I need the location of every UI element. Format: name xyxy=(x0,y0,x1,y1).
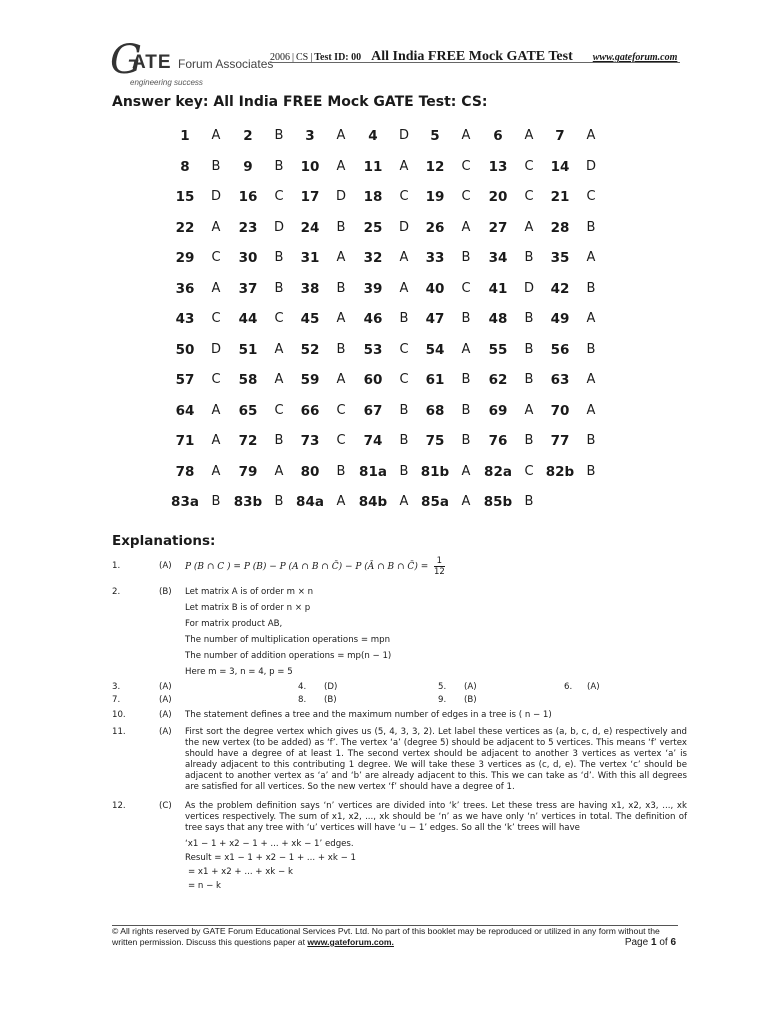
answer-letter: A xyxy=(399,280,409,296)
answer-row xyxy=(175,338,618,369)
answer-letter: A xyxy=(461,341,471,357)
answer-key-grid xyxy=(171,124,618,521)
question-number: 40 xyxy=(425,280,445,297)
question-number: 67 xyxy=(363,402,383,419)
answer-letter: B xyxy=(524,250,534,265)
answer-letter: A xyxy=(524,128,534,143)
question-number: 79 xyxy=(238,463,258,480)
answer-letter: A xyxy=(211,402,221,418)
answer-letter: B xyxy=(524,341,534,357)
question-number: 2 xyxy=(243,128,253,144)
question-number: 68 xyxy=(425,402,445,419)
question-number: 85a xyxy=(421,494,449,510)
answer-letter: A xyxy=(399,250,409,265)
explanation-2 xyxy=(112,587,687,679)
answer-option: (B) xyxy=(464,695,477,705)
question-number: 70 xyxy=(550,402,570,419)
logo-forum-associates: Forum Associates xyxy=(178,57,274,71)
answer-row xyxy=(175,277,618,308)
explanation-text: First sort the degree vertex which gives us (5, 4, 3, 3, 2). Let label these vertices as (a, b, c, d, e) respectively and the new vertex (to be added) as ‘f’. The vertex ‘a’ (degree 5) should be adjacent to 5 vertices. This means ‘f’ vertex should have a degree of at least 1. The second vertex should be adjacent to another 3 vertices as vertex ‘a’ is already adjacent to this contributing 1 degree. We will take these 3 vertices as (c, d, e). The vertex ‘c’ should be adjacent to another vertex as ‘a’ and ‘b’ are already adjacent to this. This we can take as ‘d’. With this all degrees are satisfied for all vertices. So the new vertex ‘f’ should have a degree of 1. xyxy=(185,727,687,792)
question-number: 21 xyxy=(550,189,570,205)
answer-letter: B xyxy=(461,372,471,387)
answer-letter: A xyxy=(336,158,346,174)
question-number: 58 xyxy=(238,372,258,388)
answer-option: (A) xyxy=(587,682,600,692)
question-number: 22 xyxy=(175,219,195,236)
answer-letter: C xyxy=(461,158,471,174)
answer-letter: A xyxy=(524,219,534,235)
answer-row xyxy=(175,368,618,399)
header-year: 2006 xyxy=(270,52,290,63)
answer-letter: B xyxy=(524,494,534,509)
question-number: 5 xyxy=(430,128,440,144)
answer-letter: A xyxy=(461,128,471,143)
answer-letter: A xyxy=(274,463,284,479)
answer-letter: D xyxy=(335,189,346,204)
answer-letter: D xyxy=(398,219,409,235)
question-number: 78 xyxy=(175,463,195,480)
answer-letter: B xyxy=(336,280,346,296)
answer-letter: C xyxy=(524,158,534,174)
header-test-id: Test ID: 00 xyxy=(314,52,362,63)
explanations-title: Explanations: xyxy=(112,533,216,549)
page-footer xyxy=(112,926,680,948)
question-number: 6. xyxy=(564,682,573,692)
answer-letter: A xyxy=(461,463,471,479)
footer-gateforum-link[interactable]: www.gateforum.com. xyxy=(307,937,394,947)
probability-formula: P (B ∩ C ) = P (B) − P (A ∩ B ∩ C̄) − P (Ā ∩ B ∩ C̄) = xyxy=(185,562,429,572)
answer-letter: C xyxy=(336,433,346,448)
explanations-section xyxy=(112,555,687,895)
question-number: 1. xyxy=(112,561,121,571)
answer-letter: A xyxy=(586,311,596,326)
answer-letter: B xyxy=(524,372,534,387)
answer-option: (B) xyxy=(159,587,172,597)
question-number: 41 xyxy=(488,280,508,297)
answer-letter: C xyxy=(399,189,409,204)
answer-letter: A xyxy=(211,219,221,235)
question-number: 5. xyxy=(438,682,447,692)
question-number: 10 xyxy=(300,158,320,175)
question-number: 11. xyxy=(112,727,126,737)
question-number: 73 xyxy=(300,433,320,449)
logo-ate: ATE xyxy=(132,52,172,73)
question-number: 9 xyxy=(243,158,253,175)
question-number: 54 xyxy=(425,341,445,358)
answer-row xyxy=(175,460,618,491)
explanation-3-6 xyxy=(112,682,687,693)
answer-letter: C xyxy=(211,250,221,265)
question-number: 4. xyxy=(298,682,307,692)
answer-letter: A xyxy=(274,372,284,387)
answer-letter: B xyxy=(586,280,596,296)
answer-option: (A) xyxy=(159,561,172,571)
question-number: 53 xyxy=(363,341,383,358)
question-number: 3. xyxy=(112,682,121,692)
question-number: 48 xyxy=(488,311,508,327)
answer-letter: A xyxy=(211,463,221,479)
answer-letter: B xyxy=(461,433,471,448)
answer-letter: B xyxy=(586,341,596,357)
answer-letter: A xyxy=(211,280,221,296)
question-number: 82b xyxy=(545,463,575,480)
answer-row xyxy=(175,246,618,277)
header-title: All India FREE Mock GATE Test xyxy=(371,49,573,64)
answer-letter: B xyxy=(524,433,534,448)
answer-letter: C xyxy=(336,402,346,418)
answer-letter: A xyxy=(586,402,596,418)
answer-row xyxy=(175,216,618,247)
answer-letter: B xyxy=(461,250,471,265)
answer-option: (A) xyxy=(464,682,477,692)
logo-tagline: engineering success xyxy=(130,78,203,87)
answer-letter: D xyxy=(523,280,534,296)
question-number: 49 xyxy=(550,311,570,327)
explanation-line: ‘x1 − 1 + x2 − 1 + ... + xk − 1’ edges. xyxy=(185,839,354,849)
question-number: 19 xyxy=(425,189,445,205)
page-number xyxy=(625,937,676,948)
question-number: 32 xyxy=(363,250,383,266)
fraction xyxy=(434,556,445,577)
question-number: 57 xyxy=(175,372,195,388)
question-number: 71 xyxy=(175,433,195,449)
answer-letter: A xyxy=(461,494,471,509)
question-number: 56 xyxy=(550,341,570,358)
question-number: 12. xyxy=(112,801,126,811)
question-number: 1 xyxy=(180,128,190,144)
question-number: 42 xyxy=(550,280,570,297)
header-title-bar: 2006 | CS | Test ID: 00 All India FREE Mock GATE Test www.gateforum.com xyxy=(270,49,678,64)
explanation-line: For matrix product AB, xyxy=(185,619,283,629)
answer-letter: A xyxy=(336,128,346,143)
answer-letter: A xyxy=(586,128,596,143)
answer-letter: A xyxy=(586,372,596,387)
gate-forum-logo xyxy=(110,37,274,96)
question-number: 80 xyxy=(300,463,320,480)
explanation-line: Let matrix A is of order m × n xyxy=(185,587,314,597)
answer-letter: D xyxy=(398,128,409,143)
question-number: 6 xyxy=(493,128,503,144)
question-number: 51 xyxy=(238,341,258,358)
question-number: 27 xyxy=(488,219,508,236)
answer-letter: A xyxy=(524,402,534,418)
question-number: 76 xyxy=(488,433,508,449)
answer-row xyxy=(175,307,618,338)
question-number: 34 xyxy=(488,250,508,266)
answer-letter: C xyxy=(399,372,409,387)
answer-letter: A xyxy=(211,128,221,143)
answer-letter: A xyxy=(586,250,596,265)
explanation-line: The number of multiplication operations = mpn xyxy=(185,635,391,645)
question-number: 18 xyxy=(363,189,383,205)
question-number: 82a xyxy=(484,463,512,480)
answer-letter: A xyxy=(336,494,346,509)
question-number: 17 xyxy=(300,189,320,205)
question-number: 33 xyxy=(425,250,445,266)
question-number: 37 xyxy=(238,280,258,297)
answer-row xyxy=(175,399,618,430)
question-number: 13 xyxy=(488,158,508,175)
question-number: 64 xyxy=(175,402,195,419)
answer-letter: A xyxy=(336,250,346,265)
question-number: 28 xyxy=(550,219,570,236)
page-prefix: Page xyxy=(624,937,649,948)
question-number: 7. xyxy=(112,695,121,705)
answer-letter: A xyxy=(336,372,346,387)
answer-letter: D xyxy=(210,189,221,204)
question-number: 60 xyxy=(363,372,383,388)
answer-letter: C xyxy=(524,189,534,204)
question-number: 84b xyxy=(358,494,388,510)
answer-letter: C xyxy=(274,311,284,326)
question-number: 16 xyxy=(238,189,258,205)
answer-key-title: Answer key: All India FREE Mock GATE Test: CS: xyxy=(112,94,488,110)
question-number: 65 xyxy=(238,402,258,419)
question-number: 20 xyxy=(488,189,508,205)
answer-option: (A) xyxy=(159,710,172,720)
question-number: 81a xyxy=(359,463,387,480)
explanation-line: Let matrix B is of order n × p xyxy=(185,603,311,613)
answer-row xyxy=(178,155,618,186)
question-number: 72 xyxy=(238,433,258,449)
question-number: 8 xyxy=(180,158,190,175)
answer-letter: B xyxy=(586,433,596,448)
answer-letter: B xyxy=(274,128,284,143)
answer-letter: B xyxy=(211,158,221,174)
answer-letter: B xyxy=(274,433,284,448)
explanation-12 xyxy=(112,801,687,895)
question-number: 9. xyxy=(438,695,447,705)
explanation-line: Result = x1 − 1 + x2 − 1 + ... + xk − 1 xyxy=(185,853,356,863)
explanation-line: The number of addition operations = mp(n − 1) xyxy=(185,651,392,661)
answer-letter: C xyxy=(274,189,284,204)
header-url-link[interactable]: www.gateforum.com xyxy=(592,52,678,63)
answer-letter: B xyxy=(274,280,284,296)
fraction-numerator: 1 xyxy=(434,556,445,567)
answer-letter: B xyxy=(336,463,346,479)
answer-letter: A xyxy=(274,341,284,357)
question-number: 8. xyxy=(298,695,307,705)
question-number: 46 xyxy=(363,311,383,327)
question-number: 50 xyxy=(175,341,195,358)
question-number: 25 xyxy=(363,219,383,236)
question-number: 10. xyxy=(112,710,126,720)
explanation-1 xyxy=(112,555,687,579)
question-number: 35 xyxy=(550,250,570,266)
answer-letter: B xyxy=(399,402,409,418)
question-number: 61 xyxy=(425,372,445,388)
answer-letter: C xyxy=(461,280,471,296)
answer-letter: B xyxy=(399,433,409,448)
fraction-denominator: 12 xyxy=(433,567,445,577)
question-number: 11 xyxy=(363,158,383,175)
explanation-text: As the problem definition says ‘n’ vertices are divided into ‘k’ trees. Let these tress are having x1, x2, x3, ..., xk vertices respectively. The sum of x1, x2, ..., xk should be ‘n’ as we have only ‘n’ vertices in total. The definition of tree says that any tree with ‘u’ vertices will have ‘u − 1’ edges. So all the ‘k’ trees will have xyxy=(185,801,687,833)
answer-option: (A) xyxy=(159,695,172,705)
question-number: 85b xyxy=(483,494,513,510)
logo-letter-g: G xyxy=(110,37,142,83)
question-number: 83a xyxy=(171,494,199,510)
question-number: 44 xyxy=(238,311,258,327)
copyright-text: © All rights reserved by GATE Forum Educational Services Pvt. Ltd. No part of this booklet may be reproduced or utilized in any form without the written permission. Discuss this questions paper at xyxy=(112,926,660,947)
answer-letter: C xyxy=(524,463,534,479)
answer-letter: B xyxy=(461,311,471,326)
question-number: 12 xyxy=(425,158,445,175)
page-current: 1 xyxy=(650,937,657,948)
question-number: 26 xyxy=(425,219,445,236)
question-number: 52 xyxy=(300,341,320,358)
question-number: 69 xyxy=(488,402,508,419)
answer-letter: B xyxy=(211,494,221,509)
answer-letter: B xyxy=(586,463,596,479)
page-of: of xyxy=(659,937,668,948)
answer-row xyxy=(178,124,618,155)
answer-option: (C) xyxy=(159,801,172,811)
question-number: 66 xyxy=(300,402,320,419)
answer-letter: C xyxy=(586,189,596,204)
answer-option: (A) xyxy=(159,727,172,737)
question-number: 83b xyxy=(233,494,263,510)
answer-letter: B xyxy=(274,158,284,174)
question-number: 55 xyxy=(488,341,508,358)
question-number: 23 xyxy=(238,219,258,236)
answer-letter: A xyxy=(461,219,471,235)
answer-letter: B xyxy=(336,219,346,235)
answer-letter: B xyxy=(399,311,409,326)
explanation-line: Here m = 3, n = 4, p = 5 xyxy=(185,667,293,677)
answer-letter: C xyxy=(461,189,471,204)
question-number: 31 xyxy=(300,250,320,266)
question-number: 3 xyxy=(305,128,315,144)
question-number: 24 xyxy=(300,219,320,236)
question-number: 81b xyxy=(420,463,450,480)
answer-letter: C xyxy=(399,341,409,357)
answer-letter: A xyxy=(336,311,346,326)
explanation-7-9 xyxy=(112,695,687,706)
question-number: 47 xyxy=(425,311,445,327)
explanation-text: The statement defines a tree and the maximum number of edges in a tree is ( n − 1) xyxy=(185,710,552,720)
header-divider xyxy=(270,62,680,63)
answer-letter: C xyxy=(211,311,221,326)
answer-option: (D) xyxy=(324,682,338,692)
answer-option: (B) xyxy=(324,695,337,705)
page-total: 6 xyxy=(670,937,676,948)
answer-letter: A xyxy=(399,494,409,509)
question-number: 4 xyxy=(368,128,378,144)
question-number: 2. xyxy=(112,587,121,597)
question-number: 59 xyxy=(300,372,320,388)
question-number: 36 xyxy=(175,280,195,297)
answer-letter: B xyxy=(524,311,534,326)
question-number: 75 xyxy=(425,433,445,449)
question-number: 45 xyxy=(300,311,320,327)
answer-letter: B xyxy=(461,402,471,418)
answer-row xyxy=(171,490,618,521)
question-number: 7 xyxy=(555,128,565,144)
question-number: 63 xyxy=(550,372,570,388)
question-number: 14 xyxy=(550,158,570,175)
answer-letter: B xyxy=(399,463,409,479)
answer-letter: C xyxy=(274,402,284,418)
explanation-10 xyxy=(112,710,687,721)
answer-letter: D xyxy=(585,158,596,174)
answer-letter: A xyxy=(399,158,409,174)
question-number: 29 xyxy=(175,250,195,266)
answer-letter: C xyxy=(211,372,221,387)
question-number: 39 xyxy=(363,280,383,297)
answer-letter: B xyxy=(586,219,596,235)
explanation-11 xyxy=(112,727,687,793)
answer-option: (A) xyxy=(159,682,172,692)
question-number: 15 xyxy=(175,189,195,205)
question-number: 38 xyxy=(300,280,320,297)
answer-letter: A xyxy=(211,433,221,448)
answer-letter: D xyxy=(210,341,221,357)
explanation-line: = x1 + x2 + ... + xk − k xyxy=(188,867,293,877)
question-number: 74 xyxy=(363,433,383,449)
explanation-line: = n − k xyxy=(188,881,222,891)
question-number: 77 xyxy=(550,433,570,449)
answer-letter: B xyxy=(274,250,284,265)
answer-letter: B xyxy=(274,494,284,509)
answer-row xyxy=(175,429,618,460)
question-number: 62 xyxy=(488,372,508,388)
question-number: 84a xyxy=(296,494,324,510)
question-number: 43 xyxy=(175,311,195,327)
answer-row xyxy=(175,185,618,216)
answer-letter: D xyxy=(273,219,284,235)
answer-letter: B xyxy=(336,341,346,357)
page-header xyxy=(110,38,680,98)
question-number: 30 xyxy=(238,250,258,266)
header-branch: CS xyxy=(296,52,309,63)
